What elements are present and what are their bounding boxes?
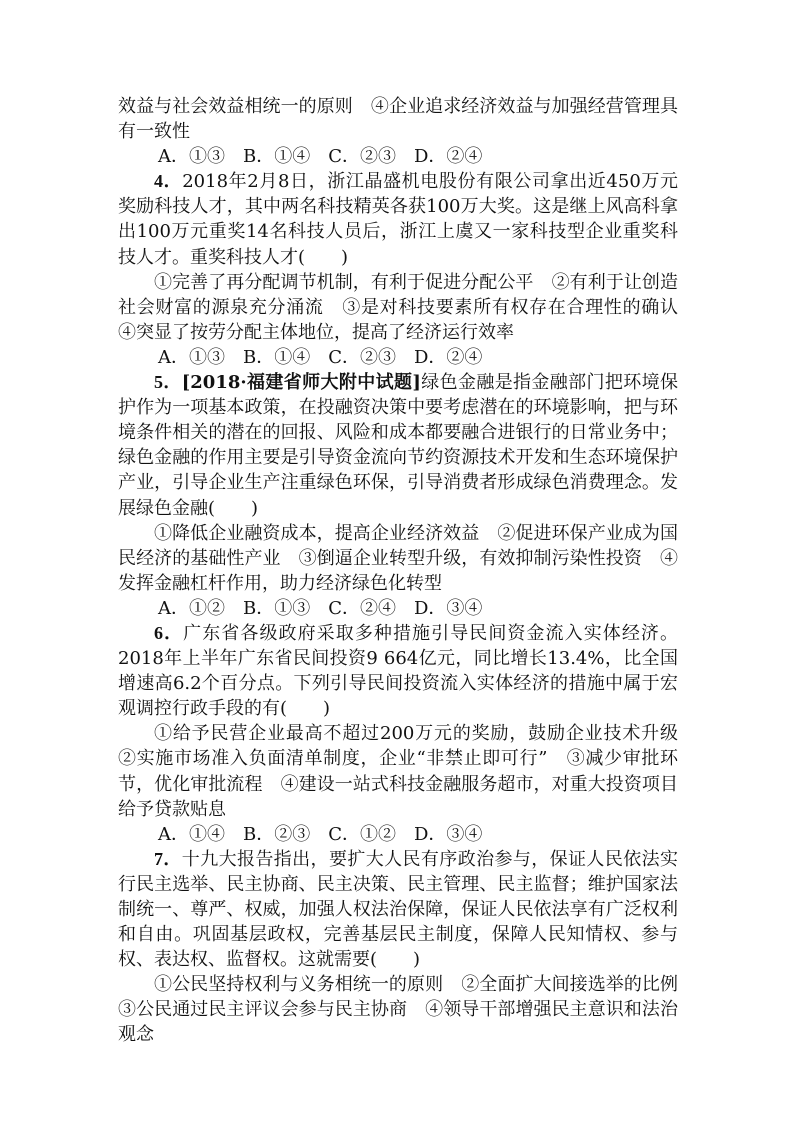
q6-number: 6．	[154, 622, 184, 643]
q4-options: A．①③ B．①④ C．②③ D．②④	[158, 346, 483, 368]
q5-source: [2018·福建省师大附中试题]	[181, 372, 421, 394]
q7-stem-text: 十九大报告指出，要扩大人民有序政治参与，保证人民依法实行民主选举、民主协商、民主决策、民主管理、民主监督；维护国家法制统一、尊严、权威，加强人权法治保障，保证人民依法享有广泛权利和自由。巩固基层政权，完善基层民主制度，保障人民知情权、参与权、表达权、监督权。这就需要( )	[118, 848, 679, 971]
q4-stem-text: 2018年2月8日，浙江晶盛机电股份有限公司拿出近450万元奖励科技人才，其中两名科技精英各获100万大奖。这是继上风高科拿出100万元重奖14名科技人员后，浙江上虞又一家科技型企业重奖科技人才。重奖科技人才( )	[118, 171, 678, 268]
q6-stem-text: 广东省各级政府采取多种措施引导民间资金流入实体经济。2018年上半年广东省民间投资9 664亿元，同比增长13.4%，比全国增速高6.2个百分点。下列引导民间投资流入实体经济的措施中属于宏观调控行政手段的有( )	[118, 622, 679, 720]
q4-number: 4．	[154, 171, 183, 192]
q7-choices: ①公民坚持权利与义务相统一的原则 ②全面扩大间接选举的比例 ③公民通过民主评议会参与民主协商 ④领导干部增强民主意识和法治观念	[118, 974, 696, 1046]
q6-stem	[118, 621, 678, 721]
q3-continuation: 效益与社会效益相统一的原则 ④企业追求经济效益与加强经营管理具有一致性	[118, 96, 678, 143]
q5-choices: ①降低企业融资成本，提高企业经济效益 ②促进环保产业成为国民经济的基础性产业 ③倒逼企业转型升级，有效抑制污染性投资 ④发挥金融杠杆作用，助力经济绿色化转型	[118, 522, 678, 594]
q7-number: 7．	[154, 848, 182, 869]
document-page	[118, 94, 696, 1048]
q7-stem	[118, 847, 678, 972]
q6-choices: ①给予民营企业最高不超过200万元的奖励，鼓励企业技术升级 ②实施市场准入负面清单制度，企业“非禁止即可行” ③减少审批环节，优化审批流程 ④建设一站式科技金融服务超市，对重大投资项目给予贷款贴息	[118, 723, 696, 820]
q5-options: A．①② B．①③ C．②④ D．③④	[158, 597, 483, 619]
q4-choices: ①完善了再分配调节机制，有利于促进分配公平 ②有利于让创造社会财富的源泉充分涌流 ③是对科技要素所有权存在合理性的确认 ④突显了按劳分配主体地位，提高了经济运行效率	[118, 271, 696, 343]
q3-options: A．①③ B．①④ C．②③ D．②④	[158, 146, 483, 168]
q6-options: A．①④ B．②③ C．①② D．③④	[158, 823, 483, 845]
q4-stem	[118, 169, 678, 269]
q5-stem-text: 绿色金融是指金融部门把环境保护作为一项基本政策，在投融资决策中要考虑潜在的环境影响，把与环境条件相关的潜在的回报、风险和成本都要融合进银行的日常业务中；绿色金融的作用主要是引导资金流向节约资源技术开发和生态环境保护产业，引导企业生产注重绿色环保，引导消费者形成绿色消费理念。发展绿色金融( )	[118, 372, 679, 519]
q5-stem	[118, 370, 678, 521]
q5-number: 5．	[154, 372, 182, 393]
